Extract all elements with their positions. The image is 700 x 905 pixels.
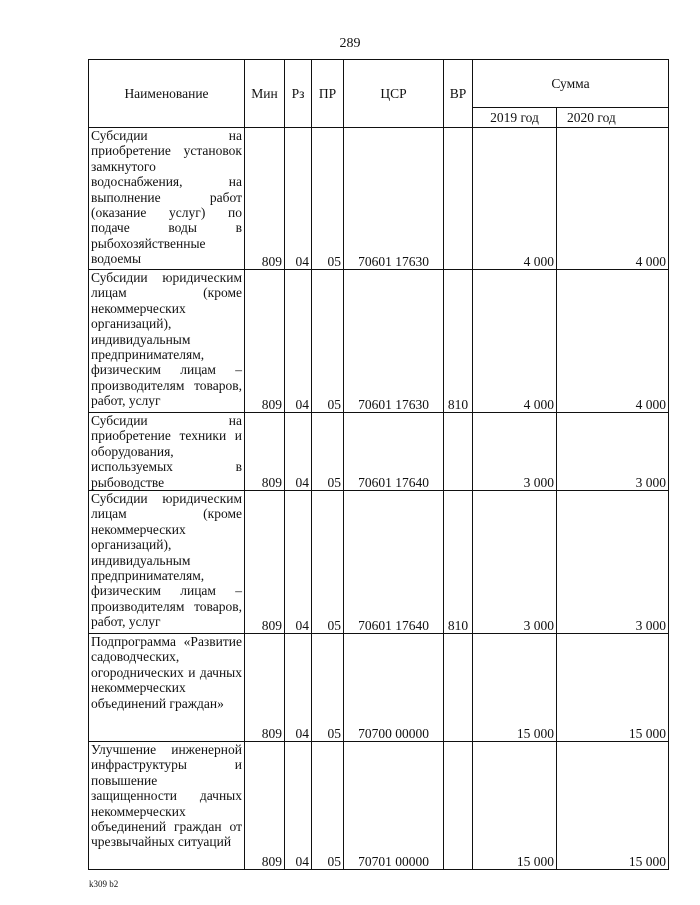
row-min: 809 [245, 128, 285, 270]
row-vr [444, 742, 473, 870]
row-min: 809 [245, 413, 285, 491]
row-rz: 04 [285, 413, 312, 491]
row-2019: 3 000 [473, 491, 557, 634]
row-csr: 70700 00000 [344, 634, 444, 742]
row-name: Субсидии юридическим лицам (кроме некоммерческих организаций), индивидуальным предпринимателям, физическим лицам – производителям товаров, работ, услуг [89, 491, 245, 634]
table-row [89, 270, 669, 413]
row-2020: 4 000 [557, 128, 669, 270]
document-code: k309 b2 [89, 879, 119, 889]
page-number: 289 [339, 36, 361, 51]
row-2020: 15 000 [557, 634, 669, 742]
row-csr: 70701 00000 [344, 742, 444, 870]
row-rz: 04 [285, 634, 312, 742]
row-2020: 4 000 [557, 270, 669, 413]
header-vr: ВР [444, 60, 473, 128]
row-vr [444, 128, 473, 270]
row-vr [444, 413, 473, 491]
row-pr: 05 [312, 742, 344, 870]
header-min: Мин [245, 60, 285, 128]
row-min: 809 [245, 634, 285, 742]
row-csr: 70601 17640 [344, 491, 444, 634]
table-row [89, 413, 669, 491]
row-csr: 70601 17630 [344, 270, 444, 413]
row-rz: 04 [285, 491, 312, 634]
row-name: Субсидии юридическим лицам (кроме некоммерческих организаций), индивидуальным предпринимателям, физическим лицам – производителям товаров, работ, услуг [89, 270, 245, 413]
row-name: Субсидии на приобретение техники и оборудования, используемых в рыбоводстве [89, 413, 245, 491]
header-pr: ПР [312, 60, 344, 128]
row-pr: 05 [312, 270, 344, 413]
row-vr: 810 [444, 270, 473, 413]
row-name: Улучшение инженерной инфраструктуры и повышение защищенности дачных некоммерческих объединений граждан от чрезвычайных ситуаций [89, 742, 245, 870]
row-min: 809 [245, 742, 285, 870]
row-min: 809 [245, 270, 285, 413]
row-pr: 05 [312, 128, 344, 270]
budget-table [88, 59, 669, 870]
row-rz: 04 [285, 128, 312, 270]
row-2020: 3 000 [557, 491, 669, 634]
row-csr: 70601 17630 [344, 128, 444, 270]
row-2020: 15 000 [557, 742, 669, 870]
row-2019: 4 000 [473, 270, 557, 413]
header-year-2020: 2020 год [557, 108, 669, 128]
header-sum: Сумма [473, 60, 669, 108]
row-2020: 3 000 [557, 413, 669, 491]
row-rz: 04 [285, 270, 312, 413]
header-year-2019: 2019 год [473, 108, 557, 128]
header-rz: Рз [285, 60, 312, 128]
row-2019: 15 000 [473, 634, 557, 742]
row-pr: 05 [312, 634, 344, 742]
header-csr: ЦСР [344, 60, 444, 128]
row-pr: 05 [312, 491, 344, 634]
table-row [89, 128, 669, 270]
row-vr [444, 634, 473, 742]
row-2019: 15 000 [473, 742, 557, 870]
table-row [89, 491, 669, 634]
row-vr: 810 [444, 491, 473, 634]
table-row [89, 634, 669, 742]
row-2019: 4 000 [473, 128, 557, 270]
row-2019: 3 000 [473, 413, 557, 491]
row-pr: 05 [312, 413, 344, 491]
row-name: Субсидии на приобретение установок замкнутого водоснабжения, на выполнение работ (оказание услуг) по подаче воды в рыбохозяйственные водоемы [89, 128, 245, 270]
row-name: Подпрограмма «Развитие садоводческих, огороднических и дачных некоммерческих объединений граждан» [89, 634, 245, 742]
row-min: 809 [245, 491, 285, 634]
row-rz: 04 [285, 742, 312, 870]
header-name: Наименование [89, 60, 245, 128]
table-row [89, 742, 669, 870]
row-csr: 70601 17640 [344, 413, 444, 491]
